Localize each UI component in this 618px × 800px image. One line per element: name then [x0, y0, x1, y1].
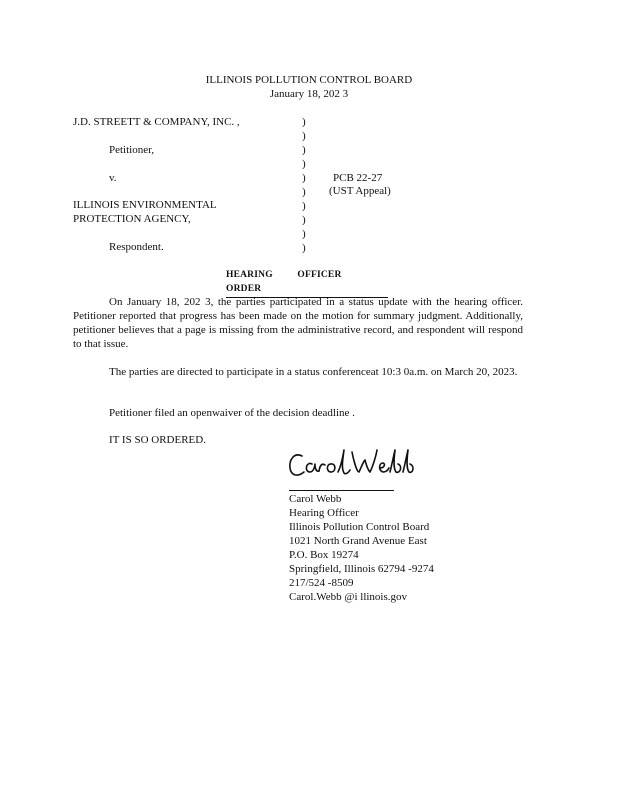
paragraph-waiver: Petitioner filed an openwaiver of the decision deadline . [109, 407, 355, 419]
signer-street: 1021 North Grand Avenue East [289, 535, 427, 547]
versus-label: v. [109, 172, 117, 184]
signature-image [286, 446, 416, 486]
case-type: (UST Appeal) [329, 185, 391, 197]
paren: ) [302, 214, 306, 226]
respondent-name-line2: PROTECTION AGENCY, [73, 213, 191, 225]
signature-line [289, 490, 394, 491]
order-heading: HEARING OFFICER ORDER [226, 268, 388, 298]
case-number: PCB 22-27 [333, 172, 383, 184]
order-date: January 18, 202 3 [269, 88, 349, 100]
petitioner-role: Petitioner, [109, 144, 155, 156]
caption-parentheses [302, 115, 312, 255]
signer-city: Springfield, Illinois 62794 -9274 [289, 563, 434, 575]
signer-email: Carol.Webb @i llinois.gov [289, 591, 408, 603]
paragraph-ordered: IT IS SO ORDERED. [109, 434, 206, 446]
signer-name: Carol Webb [289, 493, 342, 505]
signer-title: Hearing Officer [289, 507, 359, 519]
paragraph-status-update: On January 18, 202 3, the parties participated in a status update with the hearing officer. Petitioner reported that progress has been made on the motion for summary judgment. Additionally, petitioner believes that a page is missing from the administrative record, and respondent will respond to that issue. [73, 296, 523, 350]
paren: ) [302, 130, 306, 142]
petitioner-name: J.D. STREETT & COMPANY, INC. , [73, 116, 240, 128]
paren: ) [302, 186, 306, 198]
paren: ) [302, 200, 306, 212]
paren: ) [302, 116, 306, 128]
agency-title: ILLINOIS POLLUTION CONTROL BOARD [205, 74, 413, 86]
paren: ) [302, 172, 306, 184]
respondent-role: Respondent. [109, 241, 164, 253]
paragraph-conference: The parties are directed to participate in a status conferenceat 10:3 0a.m. on March 20, 2023. [109, 366, 518, 378]
paren: ) [302, 228, 306, 240]
signer-org: Illinois Pollution Control Board [289, 521, 430, 533]
respondent-name-line1: ILLINOIS ENVIRONMENTAL [73, 199, 217, 211]
paren: ) [302, 144, 306, 156]
signature-block [289, 492, 434, 604]
paren: ) [302, 158, 306, 170]
signer-po-box: P.O. Box 19274 [289, 549, 359, 561]
paren: ) [302, 242, 306, 254]
signer-phone: 217/524 -8509 [289, 577, 354, 589]
